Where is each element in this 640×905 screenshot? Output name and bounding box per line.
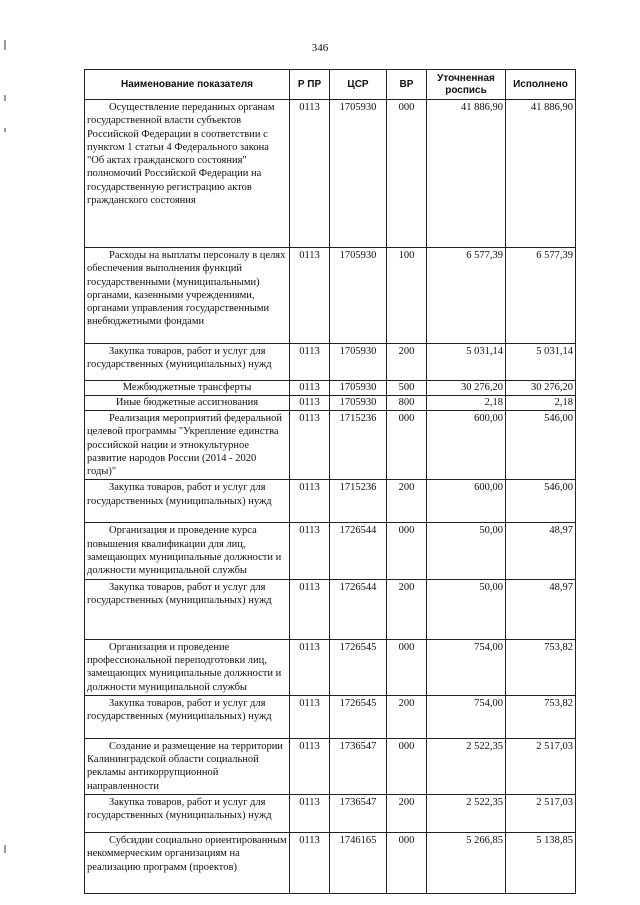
row-csr: 1726545 <box>330 639 387 695</box>
scan-margin-marks <box>4 0 8 905</box>
row-rpr: 0113 <box>290 100 330 248</box>
row-vr: 200 <box>387 695 427 738</box>
table-header-row <box>85 70 576 100</box>
row-plan: 600,00 <box>427 411 506 480</box>
table-row <box>85 639 576 695</box>
header-vr: ВР <box>387 70 427 100</box>
row-rpr: 0113 <box>290 795 330 833</box>
row-executed: 48,97 <box>506 579 576 639</box>
row-vr: 000 <box>387 100 427 248</box>
row-name: Иные бюджетные ассигнования <box>85 396 290 411</box>
row-csr: 1736547 <box>330 738 387 794</box>
row-vr: 100 <box>387 248 427 344</box>
row-rpr: 0113 <box>290 639 330 695</box>
table-row <box>85 795 576 833</box>
row-executed: 5 031,14 <box>506 344 576 381</box>
row-vr: 000 <box>387 833 427 894</box>
row-rpr: 0113 <box>290 344 330 381</box>
row-executed: 753,82 <box>506 639 576 695</box>
row-csr: 1726544 <box>330 523 387 579</box>
row-name: Межбюджетные трансферты <box>85 381 290 396</box>
row-csr: 1705930 <box>330 248 387 344</box>
table-row <box>85 833 576 894</box>
row-csr: 1736547 <box>330 795 387 833</box>
row-vr: 000 <box>387 523 427 579</box>
row-name: Осуществление переданных органам государственной власти субъектов Российской Федерации в соответствии с пунктом 1 статьи 4 Федерального закона "Об актах гражданского состояния" полномочий Российской Федерации на государственную регистрацию актов гражданского состояния <box>85 100 290 248</box>
row-plan: 30 276,20 <box>427 381 506 396</box>
budget-table <box>84 69 576 894</box>
row-executed: 6 577,39 <box>506 248 576 344</box>
row-rpr: 0113 <box>290 248 330 344</box>
table-row <box>85 695 576 738</box>
row-csr: 1715236 <box>330 411 387 480</box>
row-executed: 2 517,03 <box>506 795 576 833</box>
table-row <box>85 100 576 248</box>
row-rpr: 0113 <box>290 695 330 738</box>
row-rpr: 0113 <box>290 738 330 794</box>
row-plan: 50,00 <box>427 523 506 579</box>
row-csr: 1715236 <box>330 480 387 523</box>
row-csr: 1746165 <box>330 833 387 894</box>
row-executed: 753,82 <box>506 695 576 738</box>
table-row <box>85 579 576 639</box>
row-name: Реализация мероприятий федеральной целевой программы "Укрепление единства российской нации и этнокультурное развитие народов России (2014 - 2020 годы)" <box>85 411 290 480</box>
row-plan: 5 031,14 <box>427 344 506 381</box>
table-row <box>85 381 576 396</box>
row-vr: 200 <box>387 480 427 523</box>
header-name: Наименование показателя <box>85 70 290 100</box>
table-row <box>85 411 576 480</box>
row-name: Закупка товаров, работ и услуг для государственных (муниципальных) нужд <box>85 344 290 381</box>
table-row <box>85 480 576 523</box>
row-vr: 200 <box>387 344 427 381</box>
row-vr: 000 <box>387 738 427 794</box>
row-csr: 1726544 <box>330 579 387 639</box>
row-plan: 2,18 <box>427 396 506 411</box>
row-plan: 5 266,85 <box>427 833 506 894</box>
row-name: Организация и проведение курса повышения квалификации для лиц, замещающих муниципальные должности и должности муниципальной службы <box>85 523 290 579</box>
row-executed: 2,18 <box>506 396 576 411</box>
page-number: 346 <box>311 42 329 54</box>
row-rpr: 0113 <box>290 396 330 411</box>
row-csr: 1705930 <box>330 396 387 411</box>
row-name: Расходы на выплаты персоналу в целях обеспечения выполнения функций государственными (муниципальными) органами, казенными учреждениями, органами управления государственными внебюджетными фондами <box>85 248 290 344</box>
table-row <box>85 738 576 794</box>
row-csr: 1705930 <box>330 344 387 381</box>
row-name: Закупка товаров, работ и услуг для государственных (муниципальных) нужд <box>85 579 290 639</box>
row-executed: 48,97 <box>506 523 576 579</box>
row-executed: 30 276,20 <box>506 381 576 396</box>
row-executed: 546,00 <box>506 411 576 480</box>
row-rpr: 0113 <box>290 411 330 480</box>
row-name: Закупка товаров, работ и услуг для государственных (муниципальных) нужд <box>85 795 290 833</box>
row-csr: 1705930 <box>330 100 387 248</box>
row-plan: 600,00 <box>427 480 506 523</box>
header-rpr: Р ПР <box>290 70 330 100</box>
row-executed: 2 517,03 <box>506 738 576 794</box>
row-vr: 000 <box>387 639 427 695</box>
row-rpr: 0113 <box>290 480 330 523</box>
table-row <box>85 523 576 579</box>
row-rpr: 0113 <box>290 523 330 579</box>
row-name: Закупка товаров, работ и услуг для государственных (муниципальных) нужд <box>85 480 290 523</box>
row-name: Создание и размещение на территории Калининградской области социальной рекламы антикоррупционной направленности <box>85 738 290 794</box>
row-rpr: 0113 <box>290 381 330 396</box>
row-executed: 5 138,85 <box>506 833 576 894</box>
row-name: Организация и проведение профессиональной переподготовки лиц, замещающих муниципальные должности и должности муниципальной службы <box>85 639 290 695</box>
row-rpr: 0113 <box>290 579 330 639</box>
row-plan: 41 886,90 <box>427 100 506 248</box>
row-plan: 6 577,39 <box>427 248 506 344</box>
row-vr: 500 <box>387 381 427 396</box>
table-row <box>85 248 576 344</box>
row-executed: 41 886,90 <box>506 100 576 248</box>
row-rpr: 0113 <box>290 833 330 894</box>
row-plan: 2 522,35 <box>427 795 506 833</box>
row-vr: 000 <box>387 411 427 480</box>
row-name: Субсидии социально ориентированным некоммерческим организациям на реализацию программ (проектов) <box>85 833 290 894</box>
header-csr: ЦСР <box>330 70 387 100</box>
row-plan: 2 522,35 <box>427 738 506 794</box>
row-plan: 754,00 <box>427 695 506 738</box>
row-name: Закупка товаров, работ и услуг для государственных (муниципальных) нужд <box>85 695 290 738</box>
row-plan: 754,00 <box>427 639 506 695</box>
table-row <box>85 344 576 381</box>
row-csr: 1726545 <box>330 695 387 738</box>
row-csr: 1705930 <box>330 381 387 396</box>
row-vr: 800 <box>387 396 427 411</box>
header-executed: Исполнено <box>506 70 576 100</box>
row-vr: 200 <box>387 579 427 639</box>
table-row <box>85 396 576 411</box>
row-executed: 546,00 <box>506 480 576 523</box>
row-vr: 200 <box>387 795 427 833</box>
row-plan: 50,00 <box>427 579 506 639</box>
header-plan: Уточненная роспись <box>427 70 506 100</box>
